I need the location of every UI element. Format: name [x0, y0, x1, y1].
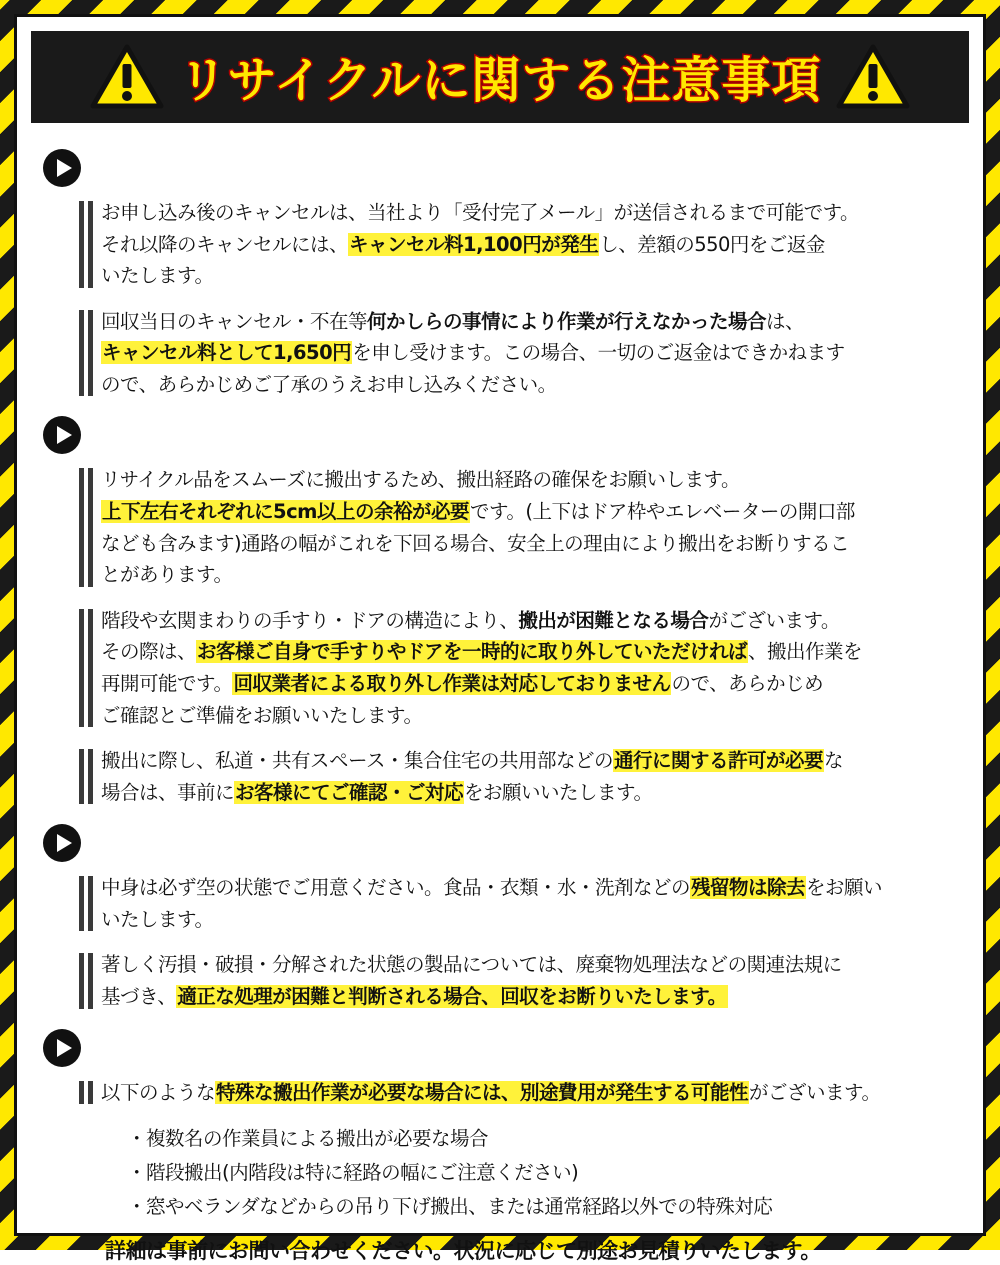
paragraph [79, 197, 957, 292]
footnote: 詳細は事前にお問い合わせください。状況に応じて別途お見積りいたします。 [105, 1238, 821, 1263]
text-run: なども含みます)通路の幅がこれを下回る場合、安全上の理由により搬出をお断りするこ [101, 531, 850, 555]
highlighted-text: 上下左右それぞれに5cm以上の余裕が必要 [102, 500, 469, 524]
highlighted-text: 回収業者による取り外し作業は対応しておりません [233, 671, 671, 695]
triangle-bullet-icon [43, 1029, 81, 1067]
text-run: いたします。 [101, 264, 214, 288]
text-run: 回収当日のキャンセル・不在等 [101, 309, 368, 333]
title-bar [31, 31, 969, 123]
paragraph [79, 464, 957, 590]
warning-triangle-icon [836, 44, 910, 110]
bullet-list [127, 1122, 957, 1224]
text-run: をお願い [806, 876, 883, 900]
text-run: お申し込み後のキャンセルは、当社より「受付完了メール」が送信されるまで可能です。 [101, 201, 860, 224]
highlighted-text: お客様ご自身で手すりやドアを一時的に取り外していただければ [197, 640, 748, 664]
text-run: 搬出に際し、私道・共有スペース・集合住宅の共用部などの [101, 749, 614, 773]
text-run: です。(上下はドア枠やエレベーターの開口部 [469, 500, 855, 524]
section-heading-extra-cost [43, 1029, 957, 1067]
poster-inner [14, 14, 986, 1263]
highlighted-text: 特殊な搬出作業が必要な場合には、別途費用が発生する可能性 [216, 1080, 749, 1104]
text-run: がございます。 [708, 608, 840, 632]
paragraph [79, 1077, 957, 1109]
text-run: いたします。 [101, 907, 214, 931]
list-item: ・階段搬出(内階段は特に経路の幅にご注意ください) [127, 1161, 579, 1185]
text-run: ので、あらかじめご了承のうえお申し込みください。 [101, 372, 557, 396]
text-run: 再開可能です。 [101, 671, 233, 695]
text-run: は、 [766, 309, 805, 333]
triangle-bullet-icon [43, 149, 81, 187]
paragraph [79, 306, 957, 401]
section-heading-route [43, 416, 957, 454]
bold-text: 搬出が困難となる場合 [518, 608, 709, 632]
page-title: リサイクルに関する注意事項 [178, 52, 822, 109]
text-run: リサイクル品をスムーズに搬出するため、搬出経路の確保をお願いします。 [101, 468, 740, 492]
highlighted-text: キャンセル料として1,650円 [102, 341, 352, 365]
text-run: し、差額の550円をご返金 [599, 232, 825, 256]
section-heading-condition [43, 824, 957, 862]
text-run: がございます。 [749, 1080, 881, 1104]
warning-triangle-icon [90, 44, 164, 110]
text-run: それ以降のキャンセルには、 [101, 232, 349, 256]
section-heading-cancel [43, 149, 957, 187]
text-run: 著しく汚損・破損・分解された状態の製品については、廃棄物処理法などの関連法規に [101, 953, 842, 977]
paragraph [79, 745, 957, 808]
bold-text: 何かしらの事情により作業が行えなかった場合 [367, 309, 767, 333]
highlighted-text: 適正な処理が困難と判断される場合、回収をお断りいたします。 [177, 984, 727, 1008]
highlighted-text: お客様にてご確認・ご対応 [235, 780, 464, 804]
text-run: を申し受けます。この場合、一切のご返金はできかねます [352, 341, 845, 365]
text-run: 階段や玄関まわりの手すり・ドアの構造により、 [101, 608, 519, 632]
list-item: ・窓やベランダなどからの吊り下げ搬出、または通常経路以外での特殊対応 [127, 1195, 773, 1219]
text-run: をお願いいたします。 [464, 780, 653, 804]
paragraph [79, 872, 957, 935]
text-run: 場合は、事前に [101, 780, 235, 804]
paragraph [79, 605, 957, 731]
highlighted-text: 残留物は除去 [691, 876, 806, 900]
triangle-bullet-icon [43, 824, 81, 862]
paragraph [79, 949, 957, 1012]
text-run: ので、あらかじめ [671, 671, 824, 695]
text-run: 基づき、 [101, 984, 177, 1008]
list-item: ・複数名の作業員による搬出が必要な場合 [127, 1127, 489, 1151]
text-run: とがあります。 [101, 563, 233, 587]
highlighted-text: キャンセル料1,100円が発生 [349, 232, 599, 256]
text-run: 以下のような [101, 1080, 216, 1104]
text-run: ご確認とご準備をお願いいたします。 [101, 703, 423, 727]
text-run: その際は、 [101, 640, 197, 664]
poster-content [17, 123, 983, 1265]
highlighted-text: 通行に関する許可が必要 [614, 749, 824, 773]
text-run: 中身は必ず空の状態でご用意ください。食品・衣類・水・洗剤などの [101, 876, 691, 900]
text-run: な [824, 749, 844, 773]
text-run: 、搬出作業を [748, 640, 863, 664]
triangle-bullet-icon [43, 416, 81, 454]
